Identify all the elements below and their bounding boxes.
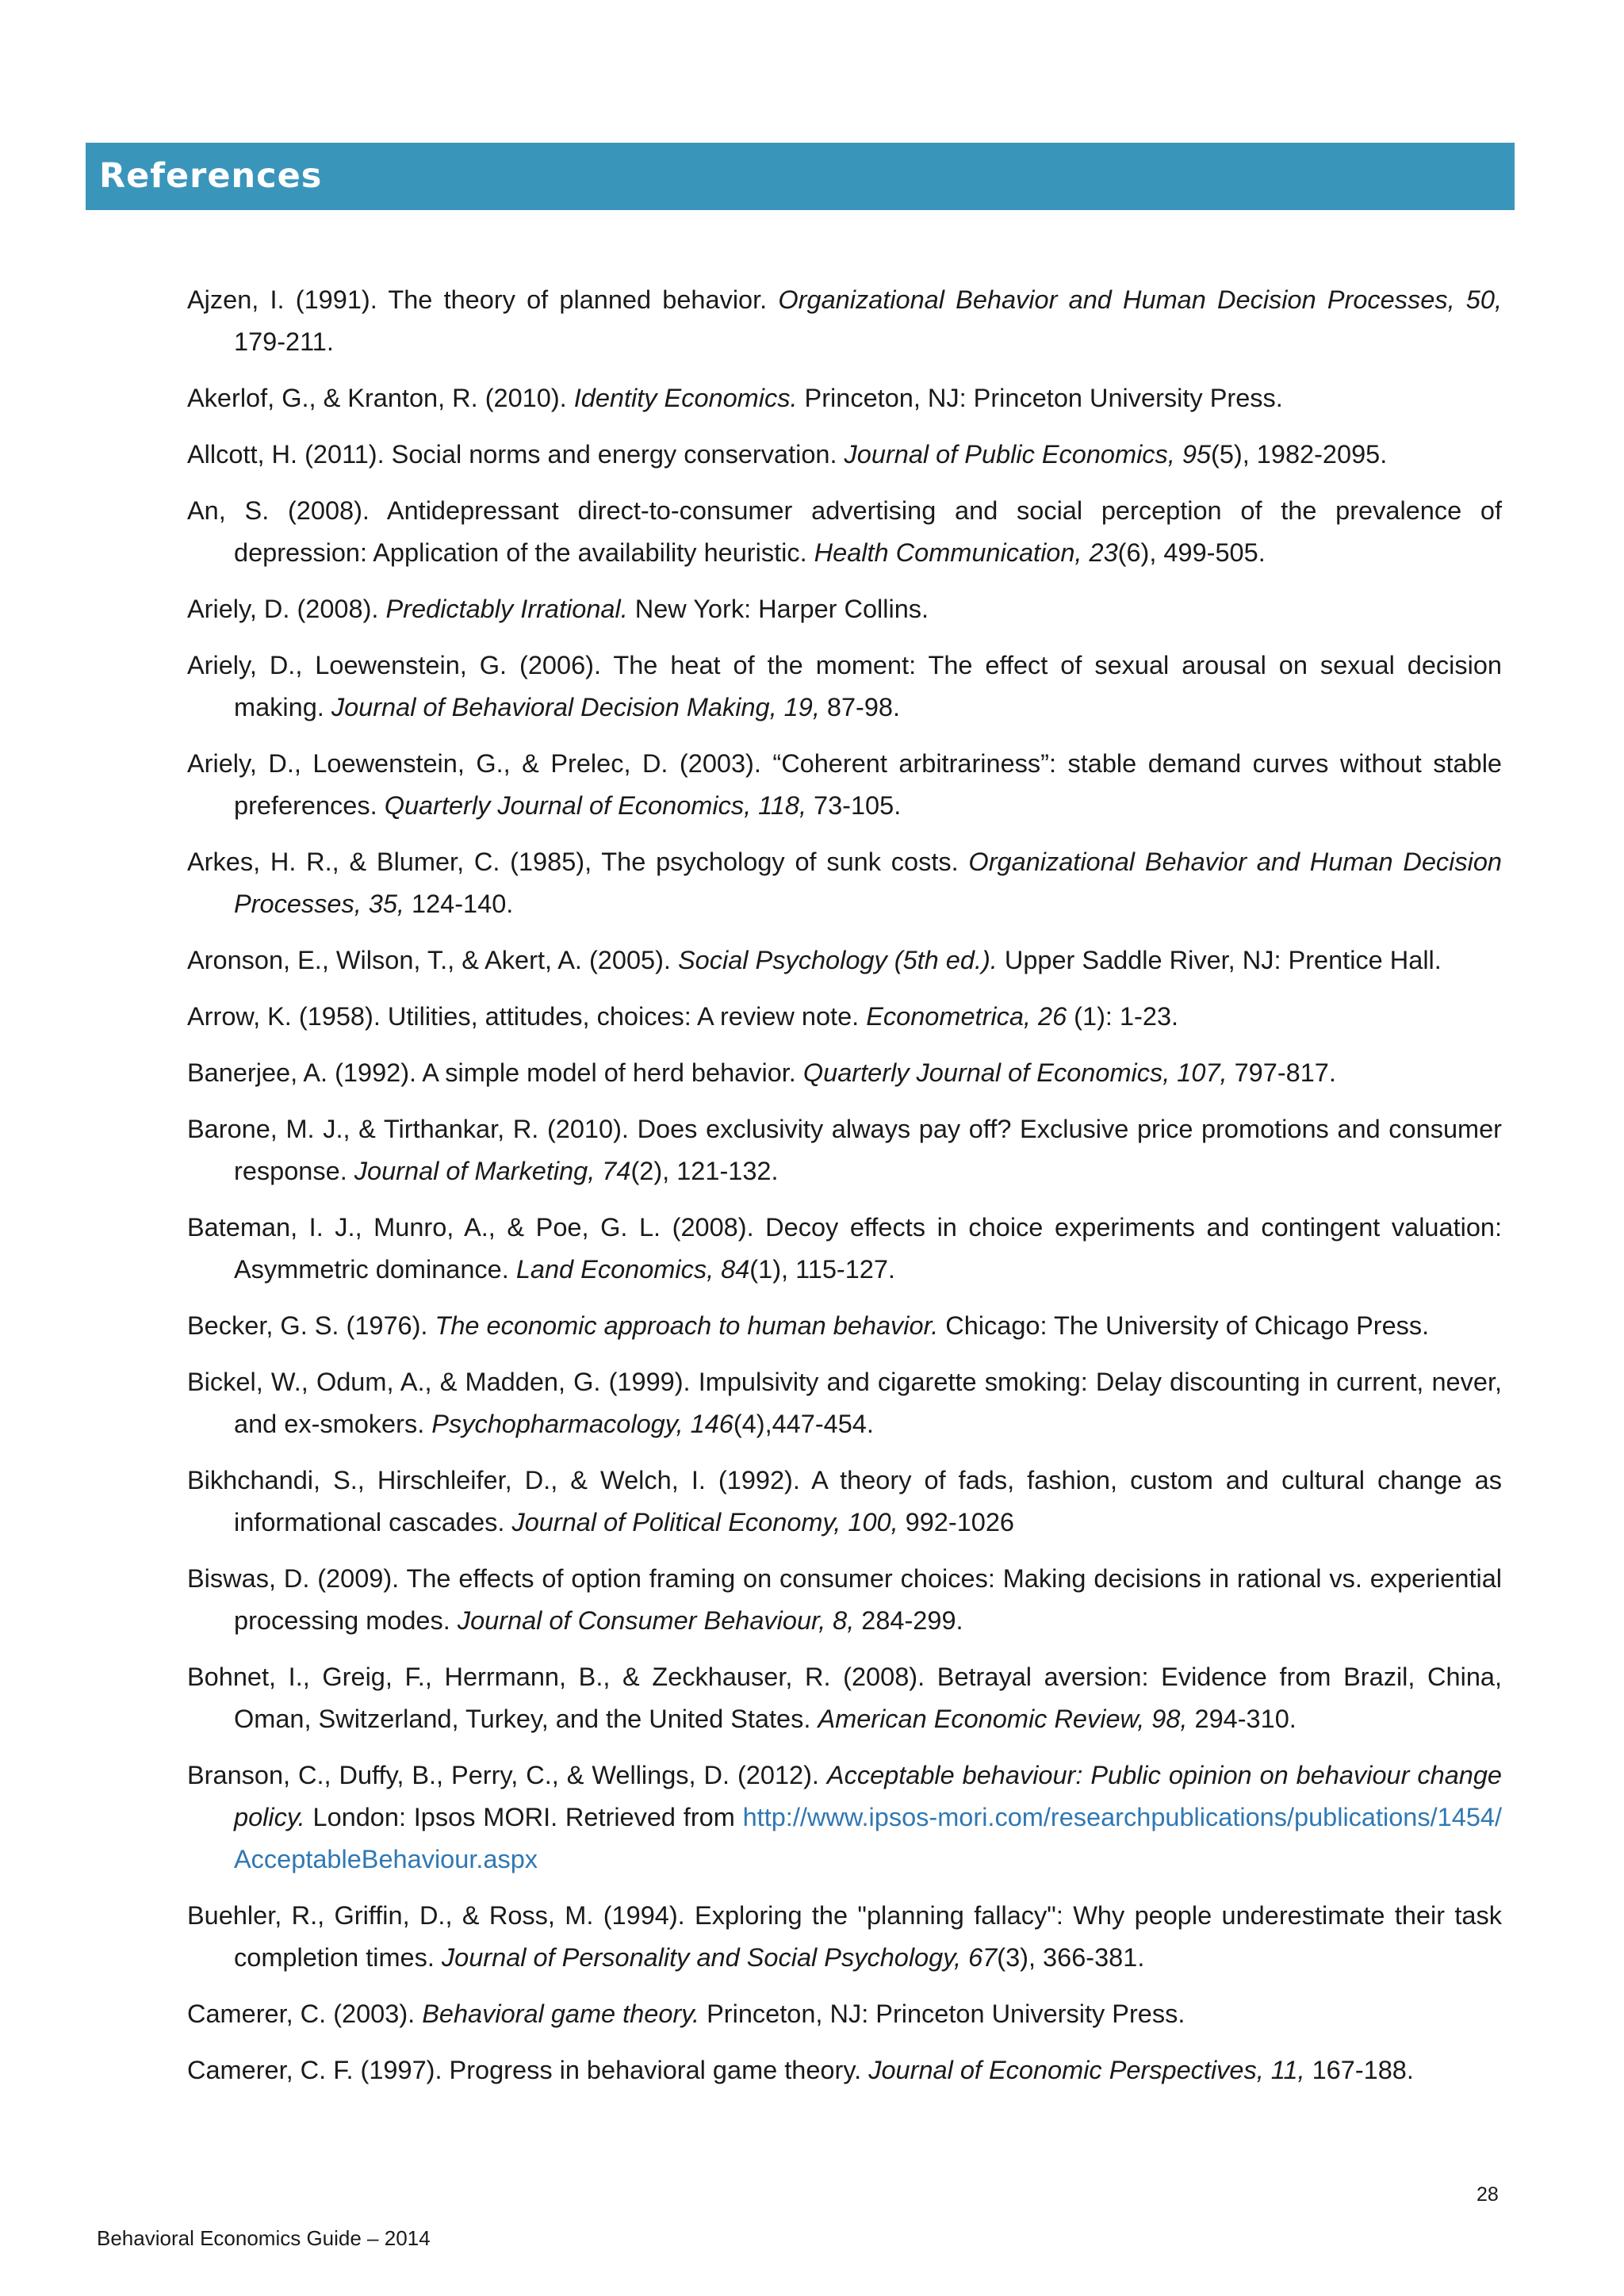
reference-item: Ariely, D., Loewenstein, G. (2006). The heat of the moment: The effect of sexual arousal on sexual decision making. Journal of Behavioral Decision Making, 19, 87-98. xyxy=(187,651,1502,721)
reference-item: Bickel, W., Odum, A., & Madden, G. (1999). Impulsivity and cigarette smoking: Delay discounting in current, never, and ex-smokers. Psychopharmacology, 146(4),447-454. xyxy=(187,1368,1502,1438)
reference-item: Becker, G. S. (1976). The economic approach to human behavior. Chicago: The University of Chicago Press. xyxy=(187,1311,1430,1340)
section-banner xyxy=(86,143,1515,210)
reference-item: An, S. (2008). Antidepressant direct-to-consumer advertising and social perception of the prevalence of depression: Application of the availability heuristic. Health Communication, 23(6), 499-505. xyxy=(187,496,1502,567)
reference-item: Banerjee, A. (1992). A simple model of herd behavior. Quarterly Journal of Economics, 107, 797-817. xyxy=(187,1058,1336,1087)
reference-item: Ariely, D. (2008). Predictably Irrational. New York: Harper Collins. xyxy=(187,595,929,623)
reference-item: Buehler, R., Griffin, D., & Ross, M. (1994). Exploring the "planning fallacy": Why people underestimate their task completion times. Journal of Personality and Social Psychology, 67(3), 366-381. xyxy=(187,1901,1502,1972)
reference-item: Bikhchandi, S., Hirschleifer, D., & Welch, I. (1992). A theory of fads, fashion, custom and cultural change as informational cascades. Journal of Political Economy, 100, 992-1026 xyxy=(187,1466,1502,1536)
reference-item: Camerer, C. (2003). Behavioral game theory. Princeton, NJ: Princeton University Press. xyxy=(187,1999,1185,2028)
reference-item: Branson, C., Duffy, B., Perry, C., & Wellings, D. (2012). Acceptable behaviour: Public opinion on behaviour change policy. London: Ipsos MORI. Retrieved from http://www.ipsos-mori.com/researchpublications/publications/1454/ AcceptableBehaviour.aspx xyxy=(187,1761,1502,1873)
reference-item: Akerlof, G., & Kranton, R. (2010). Identity Economics. Princeton, NJ: Princeton University Press. xyxy=(187,384,1283,412)
reference-item: Biswas, D. (2009). The effects of option framing on consumer choices: Making decisions in rational vs. experiential processing modes. Journal of Consumer Behaviour, 8, 284-299. xyxy=(187,1564,1502,1635)
reference-item: Barone, M. J., & Tirthankar, R. (2010). Does exclusivity always pay off? Exclusive price promotions and consumer response. Journal of Marketing, 74(2), 121-132. xyxy=(187,1115,1502,1185)
page-number: 28 xyxy=(1477,2183,1499,2206)
reference-item: Bohnet, I., Greig, F., Herrmann, B., & Zeckhauser, R. (2008). Betrayal aversion: Evidence from Brazil, China, Oman, Switzerland, Turkey, and the United States. American Economic Review, 98, 294-310. xyxy=(187,1663,1502,1733)
section-title: References xyxy=(99,156,323,196)
reference-list xyxy=(187,279,1502,2106)
reference-item: Allcott, H. (2011). Social norms and energy conservation. Journal of Public Economics, 95(5), 1982-2095. xyxy=(187,440,1388,469)
reference-item: Camerer, C. F. (1997). Progress in behavioral game theory. Journal of Economic Perspectives, 11, 167-188. xyxy=(187,2056,1414,2084)
footer-publication: Behavioral Economics Guide – 2014 xyxy=(97,2226,431,2250)
reference-item: Ajzen, I. (1991). The theory of planned behavior. Organizational Behavior and Human Decision Processes, 50, 179-211. xyxy=(187,285,1502,356)
reference-item: Arkes, H. R., & Blumer, C. (1985), The psychology of sunk costs. Organizational Behavior and Human Decision Processes, 35, 124-140. xyxy=(187,848,1502,918)
reference-item: Ariely, D., Loewenstein, G., & Prelec, D. (2003). “Coherent arbitrariness”: stable demand curves without stable preferences. Quarterly Journal of Economics, 118, 73-105. xyxy=(187,749,1502,820)
reference-link[interactable]: http://www.ipsos-mori.com/researchpublications/publications/1454/ AcceptableBehaviour.aspx xyxy=(234,1803,1502,1873)
reference-item: Aronson, E., Wilson, T., & Akert, A. (2005). Social Psychology (5th ed.). Upper Saddle River, NJ: Prentice Hall. xyxy=(187,946,1442,974)
reference-item: Arrow, K. (1958). Utilities, attitudes, choices: A review note. Econometrica, 26 (1): 1-23. xyxy=(187,1002,1179,1031)
reference-item: Bateman, I. J., Munro, A., & Poe, G. L. (2008). Decoy effects in choice experiments and contingent valuation: Asymmetric dominance. Land Economics, 84(1), 115-127. xyxy=(187,1213,1502,1284)
